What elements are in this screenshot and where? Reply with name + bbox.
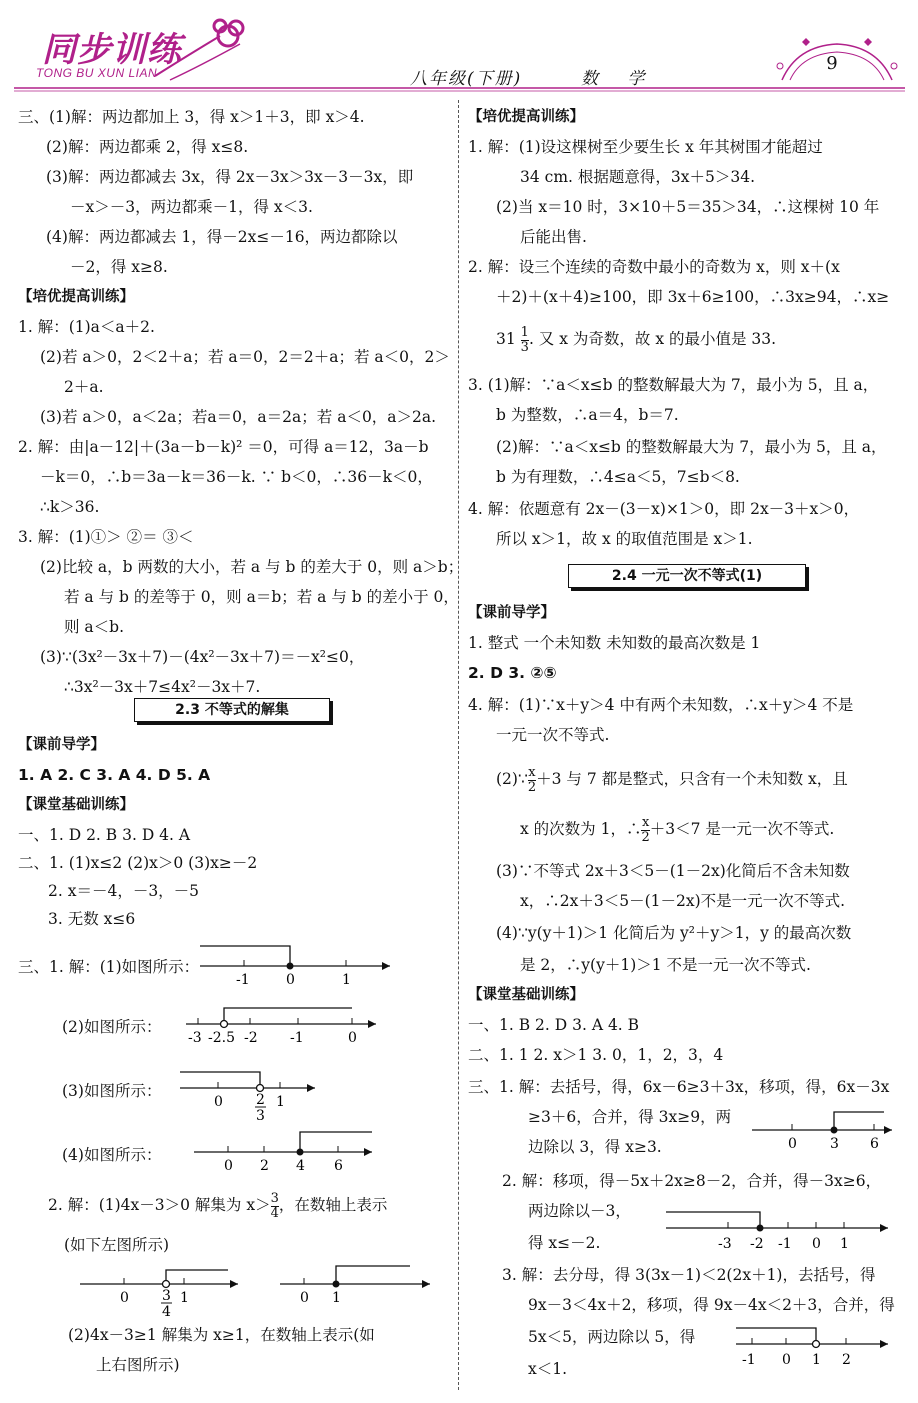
left-line: (2)若 a＞0，2＜2＋a；若 a＝0，2＝2＋a；若 a＜0，2＞ bbox=[40, 348, 450, 366]
left-line: 三、(1)解：两边都加上 3，得 x＞1＋3，即 x＞4. bbox=[18, 108, 365, 126]
left-line: 1. 解：(1)a＜a＋2. bbox=[18, 318, 155, 336]
fraction: $\frac{x}{2}$ bbox=[641, 814, 650, 845]
answer-text: x 的次数为 1，∴ bbox=[520, 820, 642, 838]
answer-text: (2)∵ bbox=[496, 770, 528, 788]
right-line: 得 x≤－2. bbox=[528, 1234, 601, 1252]
left-line: 2. x＝－4，－3，－5 bbox=[48, 882, 200, 900]
left-line: (2)4x－3≥1 解集为 x≥1，在数轴上表示(如 bbox=[68, 1326, 375, 1344]
fraction: $\frac{1}{3}$ bbox=[520, 324, 529, 355]
tick-label: 0 bbox=[788, 1136, 797, 1152]
tick-label: 6 bbox=[334, 1158, 343, 1174]
answer-text: ＋3 与 7 都是整式，只含有一个未知数 x，且 bbox=[536, 770, 848, 788]
left-line: (如下左图所示) bbox=[64, 1236, 170, 1254]
right-line: (2)当 x＝10 时，3×10＋5＝35＞34，∴这棵树 10 年 bbox=[496, 198, 880, 216]
right-line: 3. 解：去分母，得 3(3x－1)＜2(2x＋1)，去括号，得 bbox=[502, 1266, 876, 1284]
tick-label: -3 bbox=[718, 1236, 732, 1252]
number-line-6 bbox=[280, 1264, 440, 1314]
section-heading: 【课前导学】 bbox=[468, 605, 555, 621]
section-heading: 【培优提高训练】 bbox=[18, 289, 134, 305]
number-line-5 bbox=[80, 1264, 250, 1326]
tick-label: 0 bbox=[120, 1290, 129, 1306]
section-heading: 【课前导学】 bbox=[18, 737, 105, 753]
right-line: 后能出售. bbox=[520, 228, 587, 246]
right-line: (3)∵不等式 2x＋3＜5－(1－2x)化简后不含未知数 bbox=[496, 862, 850, 880]
tick-label: 6 bbox=[870, 1136, 879, 1152]
right-line bbox=[496, 764, 848, 795]
right-line: ＋2)＋(x＋4)≥100，即 3x＋6≥100，∴3x≥94，∴x≥ bbox=[496, 288, 890, 306]
left-line: (2)比较 a，b 两数的大小，若 a 与 b 的差大于 0，则 a＞b； bbox=[40, 558, 464, 576]
tick-label: 2 bbox=[842, 1352, 851, 1368]
right-line: 一元一次不等式. bbox=[496, 726, 610, 744]
left-line bbox=[48, 1190, 387, 1221]
column-divider bbox=[458, 100, 459, 1390]
right-line: 一、1. B 2. D 3. A 4. B bbox=[468, 1016, 640, 1034]
tick-label: -2 bbox=[244, 1030, 258, 1046]
right-line: (4)∵y(y＋1)＞1 化简后为 y²＋y＞1，y 的最高次数 bbox=[496, 924, 852, 942]
left-line: 二、1. (1)x≤2 (2)x＞0 (3)x≥－2 bbox=[18, 854, 258, 872]
answer-text: ＋3＜7 是一元一次不等式. bbox=[649, 820, 835, 838]
number-line-3 bbox=[180, 1060, 340, 1122]
tick-label: 1 bbox=[812, 1352, 821, 1368]
right-line: 34 cm. 根据题意得，3x＋5＞34. bbox=[520, 168, 755, 186]
left-line: (2)解：两边都乘 2，得 x≤8. bbox=[46, 138, 249, 156]
answer-text: 31 bbox=[496, 330, 516, 348]
tick-label: 1 bbox=[342, 972, 351, 988]
right-line: x，∴2x＋3＜5－(1－2x)不是一元一次不等式. bbox=[520, 892, 846, 910]
tick-label: -1 bbox=[778, 1236, 792, 1252]
right-line: 1. 整式 一个未知数 未知数的最高次数是 1 bbox=[468, 634, 761, 652]
tick-label: -2 bbox=[750, 1236, 764, 1252]
tick-label: -1 bbox=[742, 1352, 756, 1368]
left-line: 3. 解：(1)①＞ ②＝ ③＜ bbox=[18, 528, 194, 546]
left-line: (4)解：两边都减去 1，得－2x≤－16，两边都除以 bbox=[46, 228, 398, 246]
number-line-r2 bbox=[666, 1206, 896, 1256]
subject-label: 数 学 bbox=[581, 69, 657, 89]
tick-label: 0 bbox=[782, 1352, 791, 1368]
right-line: 4. 解：(1)∵x＋y＞4 中有两个未知数，∴x＋y＞4 不是 bbox=[468, 696, 854, 714]
tick-label: 1 bbox=[276, 1094, 285, 1110]
section-heading: 【课堂基础训练】 bbox=[18, 797, 134, 813]
right-line: 1. 解：(1)设这棵树至少要生长 x 年其树围才能超过 bbox=[468, 138, 823, 156]
right-line: x＜1. bbox=[528, 1360, 568, 1378]
tick-label: -2.5 bbox=[208, 1030, 235, 1046]
tick-label: 0 bbox=[214, 1094, 223, 1110]
tick-label: 0 bbox=[300, 1290, 309, 1306]
answer-text: . 又 x 为奇数，故 x 的最小值是 33. bbox=[528, 330, 777, 348]
left-line: 一、1. D 2. B 3. D 4. A bbox=[18, 826, 191, 844]
right-line: 3. (1)解：∵a＜x≤b 的整数解最大为 7，最小为 5，且 a， bbox=[468, 376, 879, 394]
left-line: 3. 无数 x≤6 bbox=[48, 910, 136, 928]
left-line: 上右图所示) bbox=[96, 1356, 180, 1374]
tick-label: -3 bbox=[188, 1030, 202, 1046]
left-line: －x＞－3，两边都乘－1，得 x＜3. bbox=[70, 198, 313, 216]
right-line: 5x＜5，两边除以 5，得 bbox=[528, 1328, 696, 1346]
tick-label: 2 bbox=[260, 1158, 269, 1174]
tick-label: 1 bbox=[332, 1290, 341, 1306]
right-line: (2)解：∵a＜x≤b 的整数解最大为 7，最小为 5，且 a， bbox=[496, 438, 887, 456]
tick-label: 0 bbox=[286, 972, 295, 988]
section-title-box: 2.4 一元一次不等式(1) bbox=[568, 564, 806, 588]
right-line: 三、1. 解：去括号，得，6x－6≥3＋3x，移项，得，6x－3x bbox=[468, 1078, 890, 1096]
logo-title: 同步训练 bbox=[42, 30, 182, 70]
number-line-4 bbox=[194, 1124, 384, 1174]
tick-label: -1 bbox=[290, 1030, 304, 1046]
tick-label: 0 bbox=[812, 1236, 821, 1252]
left-line: 2. 解：由|a－12|＋(3a－b－k)² ＝0，可得 a＝12，3a－b bbox=[18, 438, 429, 456]
right-line: 所以 x＞1，故 x 的取值范围是 x＞1. bbox=[496, 530, 753, 548]
right-line: 是 2，∴y(y＋1)＞1 不是一元一次不等式. bbox=[520, 956, 811, 974]
number-line-2 bbox=[186, 996, 386, 1046]
page-header bbox=[0, 0, 918, 100]
tick-label: 2 bbox=[256, 1092, 265, 1108]
left-line: (3)∵(3x²－3x＋7)－(4x²－3x＋7)＝－x²≤0， bbox=[40, 648, 365, 666]
left-line: 若 a 与 b 的差等于 0，则 a＝b；若 a 与 b 的差小于 0， bbox=[64, 588, 459, 606]
tick-label: 1 bbox=[840, 1236, 849, 1252]
tick-label: 3 bbox=[162, 1288, 171, 1304]
fraction: $\frac{3}{4}$ bbox=[270, 1190, 279, 1221]
right-line: 9x－3＜4x＋2，移项，得 9x－4x＜2＋3，合并，得 bbox=[528, 1296, 895, 1314]
right-line: 边除以 3，得 x≥3. bbox=[528, 1138, 662, 1156]
number-line-r1 bbox=[752, 1108, 902, 1158]
number-line-r3 bbox=[736, 1322, 896, 1372]
tick-label: 4 bbox=[296, 1158, 305, 1174]
right-line: 2. 解：设三个连续的奇数中最小的奇数为 x，则 x＋(x bbox=[468, 258, 840, 276]
left-line: (4)如图所示： bbox=[62, 1146, 162, 1164]
answer-text: ，在数轴上表示 bbox=[278, 1196, 388, 1214]
right-line: ≥3＋6，合并，得 3x≥9，两 bbox=[528, 1108, 732, 1126]
right-line: 2. D 3. ②⑤ bbox=[468, 664, 557, 682]
left-line: (3)如图所示： bbox=[62, 1082, 162, 1100]
right-line bbox=[496, 324, 776, 355]
right-line: 4. 解：依题意有 2x－(3－x)×1＞0，即 2x－3＋x＞0， bbox=[468, 500, 860, 518]
tick-label: 3 bbox=[830, 1136, 839, 1152]
left-line: －k＝0，∴b＝3a－k＝36－k. ∵ b＜0，∴36－k＜0， bbox=[40, 468, 433, 486]
left-line: (3)解：两边都减去 3x，得 2x－3x＞3x－3－3x，即 bbox=[46, 168, 414, 186]
left-line: 则 a＜b. bbox=[64, 618, 125, 636]
tick-label: 0 bbox=[224, 1158, 233, 1174]
left-line: －2，得 x≥8. bbox=[70, 258, 168, 276]
tick-label: 0 bbox=[348, 1030, 357, 1046]
right-line: b 为整数，∴a＝4，b＝7. bbox=[496, 406, 679, 424]
left-line: ∴k＞36. bbox=[40, 498, 100, 516]
tick-label: -1 bbox=[236, 972, 250, 988]
right-line: 2. 解：移项，得－5x＋2x≥8－2，合并，得－3x≥6， bbox=[502, 1172, 882, 1190]
right-line: 两边除以－3， bbox=[528, 1202, 631, 1220]
logo-subtitle: TONG BU XUN LIAN bbox=[36, 66, 158, 80]
tick-label: 4 bbox=[162, 1304, 171, 1320]
left-line: (2)如图所示： bbox=[62, 1018, 162, 1036]
left-line: 三、1. 解：(1)如图所示： bbox=[18, 958, 200, 976]
section-heading: 【课堂基础训练】 bbox=[468, 987, 584, 1003]
left-line: 1. A 2. C 3. A 4. D 5. A bbox=[18, 766, 211, 784]
number-line-1 bbox=[200, 938, 400, 988]
left-line: (3)若 a＞0，a＜2a；若a＝0，a＝2a；若 a＜0，a＞2a. bbox=[40, 408, 437, 426]
left-line: ∴3x²－3x＋7≤4x²－3x＋7. bbox=[64, 678, 261, 696]
page-number: 9 bbox=[826, 53, 838, 74]
right-line: b 为有理数，∴4≤a＜5，7≤b＜8. bbox=[496, 468, 740, 486]
left-line: 2＋a. bbox=[64, 378, 104, 396]
tick-label: 3 bbox=[256, 1108, 265, 1124]
section-title-box: 2.3 不等式的解集 bbox=[134, 698, 330, 722]
right-line bbox=[520, 814, 834, 845]
right-line: 二、1. 1 2. x＞1 3. 0，1，2，3，4 bbox=[468, 1046, 724, 1064]
tick-label: 1 bbox=[180, 1290, 189, 1306]
section-heading: 【培优提高训练】 bbox=[468, 109, 584, 125]
fraction: $\frac{x}{2}$ bbox=[527, 764, 537, 795]
answer-text: 2. 解：(1)4x－3＞0 解集为 x＞ bbox=[48, 1196, 271, 1214]
grade-label: 八年级(下册) bbox=[410, 69, 523, 89]
